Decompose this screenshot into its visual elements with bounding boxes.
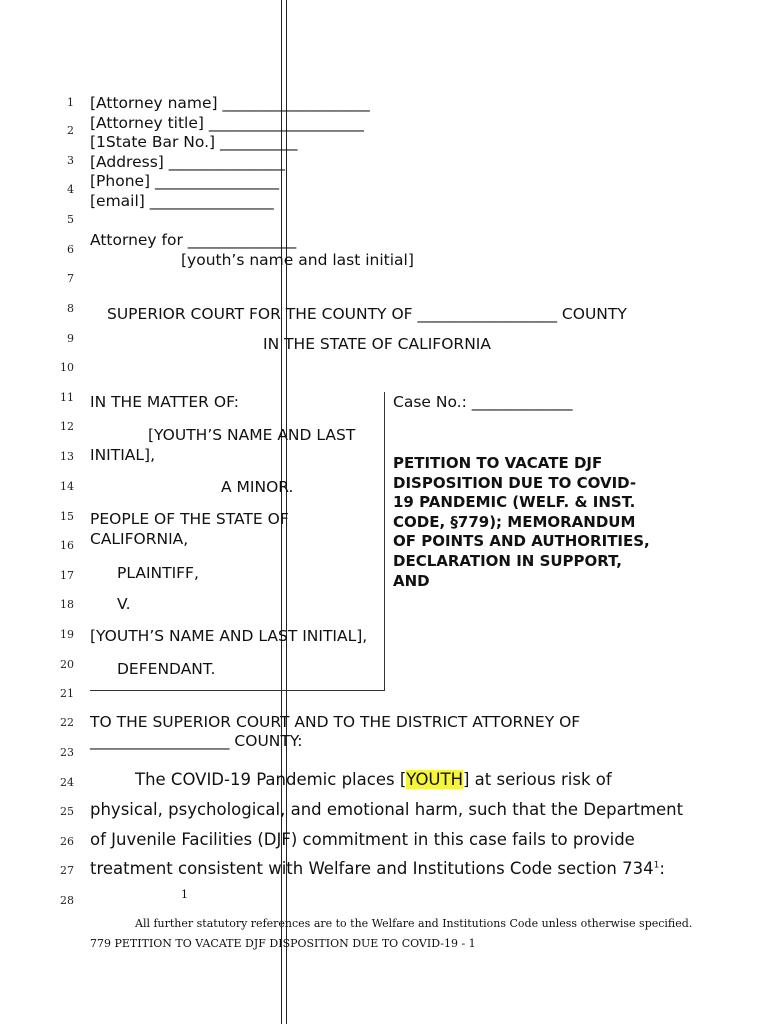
footnote-text: All further statutory references are to the Welfare and Institutions Code unless otherwise specified. [135,917,693,930]
attorney-name: [Attorney name] ___________________ [90,94,370,112]
plaintiff-label: PLAINTIFF, [117,564,199,582]
page-footer: 779 PETITION TO VACATE DJF DISPOSITION DUE TO COVID-19 - 1 [90,937,476,950]
youth-name-line1: [YOUTH’S NAME AND LAST [148,426,356,444]
line-number: 11 [60,391,74,404]
footnote-marker: 1 [181,888,188,901]
line-number: 27 [60,864,74,877]
petition-title-line: 19 PANDEMIC (WELF. & INST. [393,493,636,512]
petition-title [393,454,650,591]
line-number: 22 [60,716,74,729]
attorney-for: Attorney for ______________ [90,231,297,249]
line-number: 9 [67,332,74,345]
line-number: 2 [67,124,74,137]
body-text: treatment consistent with Welfare and Institutions Code section 734 [90,859,654,878]
petition-title-line: AND [393,571,430,590]
body-text: ] at serious risk of [463,770,612,789]
court-state: IN THE STATE OF CALIFORNIA [263,335,491,353]
attorney-title: [Attorney title] ____________________ [90,113,364,132]
line-number: 26 [60,835,74,848]
petition-title-line: CODE, §779); MEMORANDUM [393,512,636,531]
line-number: 6 [67,243,74,256]
line-number: 1 [67,96,74,109]
line-number: 7 [67,272,74,285]
defendant-label: DEFENDANT. [117,660,216,678]
youth-name-line2: INITIAL], [90,446,155,464]
line-number: 16 [60,539,74,552]
line-number: 20 [60,658,74,671]
petition-title-line: DECLARATION IN SUPPORT, [393,551,622,570]
line-number: 23 [60,746,74,759]
people-line1: PEOPLE OF THE STATE OF [90,510,289,528]
body-line-2: physical, psychological, and emotional harm, such that the Department [90,800,684,819]
petition-title-line: DISPOSITION DUE TO COVID- [393,473,637,492]
body-line-3: of Juvenile Facilities (DJF) commitment in this case fails to provide [90,830,635,849]
line-number: 17 [60,569,74,582]
matter-label: IN THE MATTER OF: [90,393,239,411]
line-number: 14 [60,480,74,493]
line-number: 19 [60,628,74,641]
youth-defendant: [YOUTH’S NAME AND LAST INITIAL], [90,627,368,645]
email: [email] ________________ [90,191,274,210]
phone: [Phone] ________________ [90,172,280,190]
petition-title-line: PETITION TO VACATE DJF [393,454,603,472]
addressee-line1: TO THE SUPERIOR COURT AND TO THE DISTRICT ATTORNEY OF [90,713,581,731]
address: [Address] _______________ [90,152,285,171]
minor-label: A MINOR. [221,478,294,496]
body-text: : [659,859,665,878]
line-number: 12 [60,420,74,433]
line-number: 28 [60,894,74,907]
body-line-4 [90,859,665,878]
addressee-line2: __________________ COUNTY: [90,732,303,750]
versus-label: V. [117,595,131,613]
line-number: 13 [60,450,74,463]
line-number: 18 [60,598,74,611]
line-number: 21 [60,687,74,700]
attorney-for-youth: [youth’s name and last initial] [181,251,414,269]
line-number: 24 [60,776,74,789]
footnote-ref: 1 [653,860,660,871]
petition-title-line: OF POINTS AND AUTHORITIES, [393,532,650,551]
people-line2: CALIFORNIA, [90,530,189,548]
youth-highlight: YOUTH [406,770,463,789]
body-text: The COVID-19 Pandemic places [ [135,770,407,789]
line-number: 25 [60,805,74,818]
line-number: 4 [67,183,74,196]
case-number: Case No.: _____________ [393,393,573,411]
line-number: 8 [67,302,74,315]
state-bar-no: [1State Bar No.] __________ [90,133,298,151]
body-line-1 [135,770,612,789]
line-number: 15 [60,510,74,523]
line-number: 3 [67,154,74,167]
line-number: 5 [67,213,74,226]
line-number: 10 [60,361,74,374]
court-heading: SUPERIOR COURT FOR THE COUNTY OF __________________ COUNTY [107,305,627,323]
